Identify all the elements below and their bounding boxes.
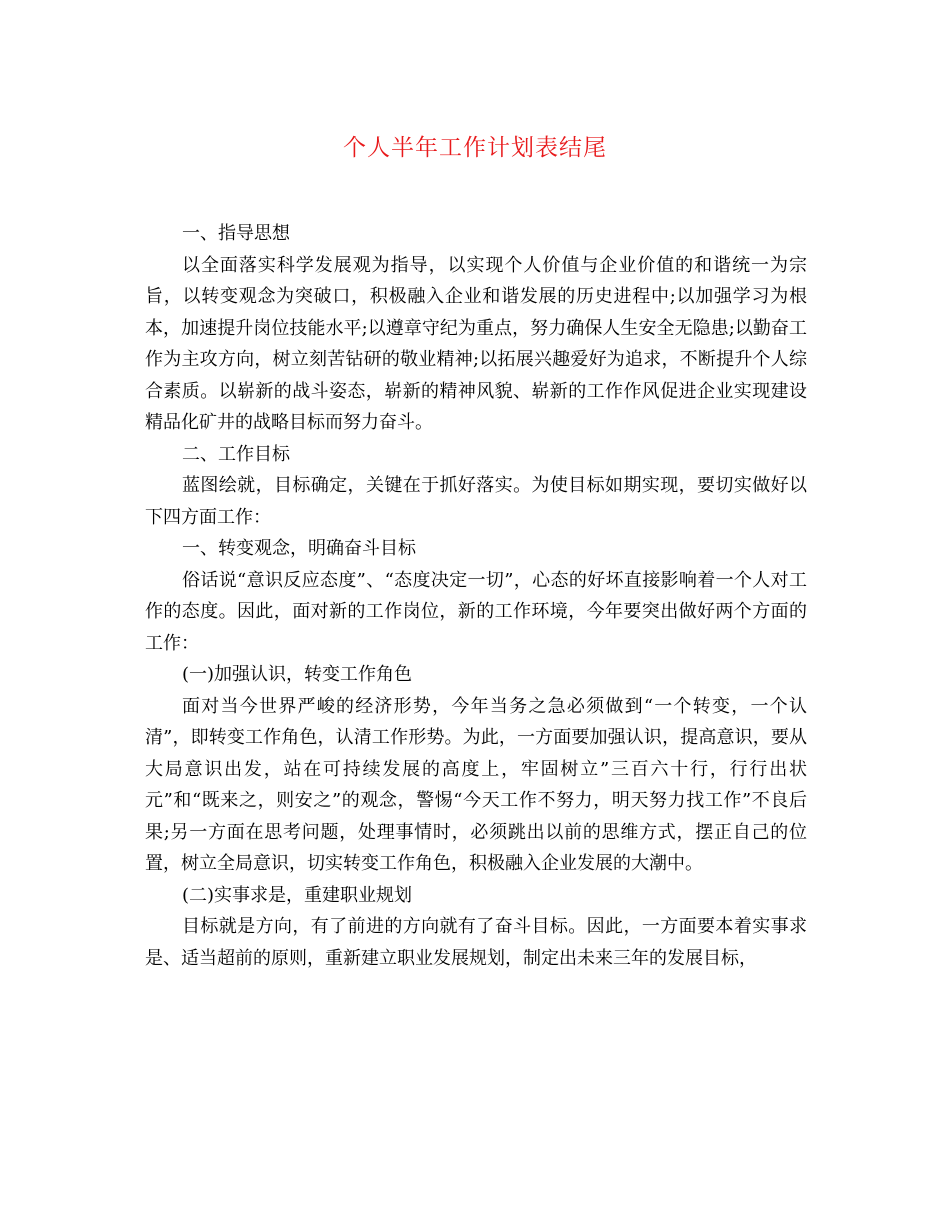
section-heading-work-goals: 二、工作目标: [182, 443, 290, 465]
paragraph-strengthen-awareness: 面对当今世界严峻的经济形势，今年当务之急必须做到“一个转变，一个认清”，即转变工作角色，认清工作形势。为此，一方面要加强认识，提高意识，要从大局意识出发，站在可持续发展的高度上，牢固树立”三百六十行，行行出状元”和“既来之，则安之”的观念，警惕“今天工作不努力，明天努力找工作”不良后果;另一方面在思考问题，处理事情时，必须跳出以前的思维方式，摆正自己的位置，树立全局意识，切实转变工作角色，积极融入企业发展的大潮中。: [145, 695, 807, 874]
section-heading-change-mindset: 一、转变观念，明确奋斗目标: [182, 538, 416, 559]
document-body: [145, 218, 807, 974]
paragraph-guiding-ideology: 以全面落实科学发展观为指导，以实现个人价值与企业价值的和谐统一为宗旨，以转变观念为突破口，积极融入企业和谐发展的历史进程中;以加强学习为根本，加速提升岗位技能水平;以遵章守纪为重点，努力确保人生安全无隐患;以勤奋工作为主攻方向，树立刻苦钻研的敬业精神;以拓展兴趣爱好为追求，不断提升个人综合素质。以崭新的战斗姿态，崭新的精神风貌、崭新的工作作风促进企业实现建设精品化矿井的战略目标而努力奋斗。: [145, 254, 807, 433]
paragraph-career-planning: 目标就是方向，有了前进的方向就有了奋斗目标。因此，一方面要本着实事求是、适当超前的原则，重新建立职业发展规划，制定出未来三年的发展目标，: [145, 916, 807, 969]
paragraph-change-mindset: 俗话说“意识反应态度”、“态度决定一切”，心态的好坏直接影响着一个人对工作的态度。因此，面对新的工作岗位，新的工作环境，今年要突出做好两个方面的工作：: [145, 569, 807, 654]
document-title: 个人半年工作计划表结尾: [343, 135, 607, 161]
subheading-career-planning: (二)实事求是，重建职业规划: [182, 884, 413, 906]
subheading-strengthen-awareness: (一)加强认识，转变工作角色: [182, 664, 413, 685]
section-heading-guiding-ideology: 一、指导思想: [182, 223, 290, 244]
paragraph-work-goals: 蓝图绘就，目标确定，关键在于抓好落实。为使目标如期实现，要切实做好以下四方面工作：: [145, 475, 807, 528]
